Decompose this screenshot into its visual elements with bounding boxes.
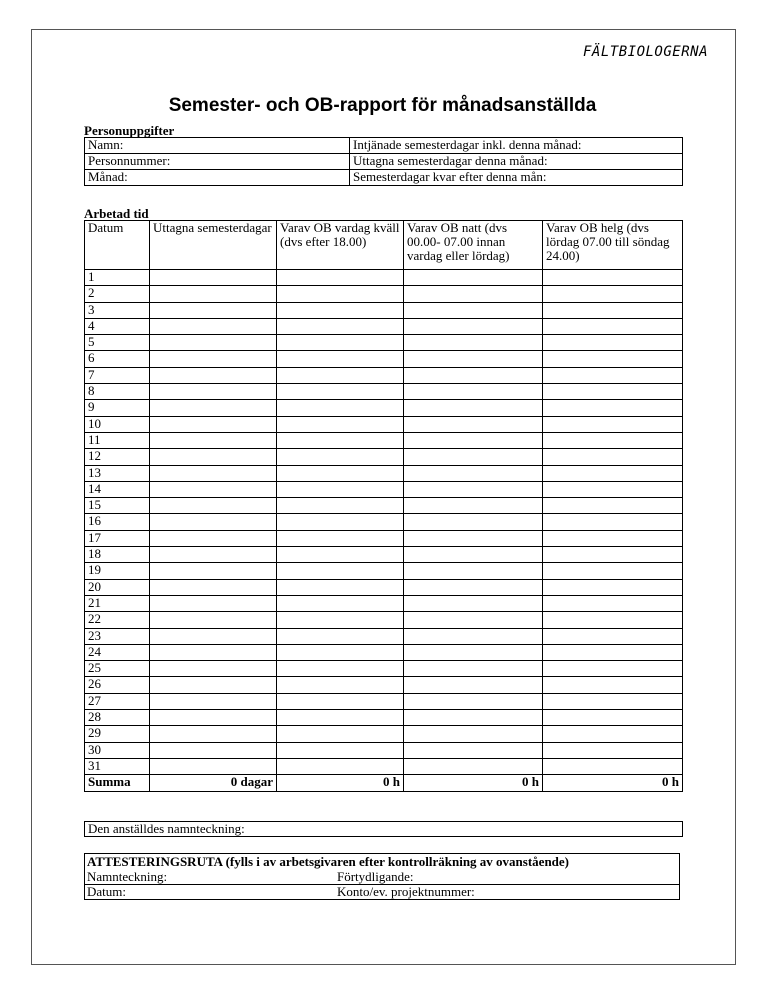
table-row: [85, 302, 683, 318]
day-entry-cell[interactable]: [404, 465, 543, 481]
table-row: [85, 514, 683, 530]
day-entry-cell[interactable]: [543, 758, 683, 774]
column-header: Varav OB natt (dvs 00.00- 07.00 innan vardag eller lördag): [404, 221, 543, 270]
table-row: [85, 432, 683, 448]
day-entry-cell[interactable]: [404, 693, 543, 709]
attest-date-field[interactable]: Datum:: [87, 884, 126, 899]
day-entry-cell[interactable]: [277, 644, 404, 660]
day-number: 3: [85, 302, 150, 318]
day-entry-cell[interactable]: [543, 726, 683, 742]
attest-heading: ATTESTERINGSRUTA (fylls i av arbetsgivaren efter kontrollräkning av ovanstående): [87, 854, 569, 869]
day-entry-cell[interactable]: [543, 286, 683, 302]
day-number: 29: [85, 726, 150, 742]
day-entry-cell[interactable]: [404, 595, 543, 611]
day-entry-cell[interactable]: [404, 612, 543, 628]
personal-table: [84, 137, 683, 186]
day-entry-cell[interactable]: [543, 465, 683, 481]
day-entry-cell[interactable]: [277, 628, 404, 644]
day-entry-cell[interactable]: [543, 514, 683, 530]
column-header: Uttagna semesterdagar: [150, 221, 277, 270]
day-entry-cell[interactable]: [277, 449, 404, 465]
sum-label: Summa: [85, 775, 150, 791]
day-entry-cell[interactable]: [404, 335, 543, 351]
day-entry-cell[interactable]: [543, 481, 683, 497]
day-entry-cell[interactable]: [543, 710, 683, 726]
table-row: [85, 693, 683, 709]
day-entry-cell[interactable]: [150, 595, 277, 611]
table-row: [85, 170, 683, 186]
day-entry-cell[interactable]: [543, 335, 683, 351]
day-entry-cell[interactable]: [150, 465, 277, 481]
day-entry-cell[interactable]: [150, 742, 277, 758]
day-number: 11: [85, 432, 150, 448]
sum-ob-night: 0 h: [404, 775, 543, 791]
table-row: [85, 710, 683, 726]
day-entry-cell[interactable]: [404, 384, 543, 400]
day-number: 6: [85, 351, 150, 367]
sum-ob-evening: 0 h: [277, 775, 404, 791]
day-entry-cell[interactable]: [150, 644, 277, 660]
day-entry-cell[interactable]: [404, 661, 543, 677]
table-row: [85, 318, 683, 334]
day-entry-cell[interactable]: [277, 367, 404, 383]
day-number: 17: [85, 530, 150, 546]
day-number: 5: [85, 335, 150, 351]
day-entry-cell[interactable]: [404, 351, 543, 367]
page-title: Semester- och OB-rapport för månadsanställda: [168, 95, 597, 116]
work-table: [84, 220, 683, 792]
day-entry-cell[interactable]: [277, 758, 404, 774]
day-entry-cell[interactable]: [404, 449, 543, 465]
sum-vacation: 0 dagar: [150, 775, 277, 791]
day-number: 2: [85, 286, 150, 302]
day-number: 20: [85, 579, 150, 595]
day-entry-cell[interactable]: [404, 710, 543, 726]
table-row: [85, 465, 683, 481]
day-entry-cell[interactable]: [277, 595, 404, 611]
work-heading: Arbetad tid: [84, 206, 149, 221]
table-row: [85, 628, 683, 644]
table-row: [85, 384, 683, 400]
day-entry-cell[interactable]: [543, 661, 683, 677]
table-row: [85, 154, 683, 170]
day-entry-cell[interactable]: [277, 547, 404, 563]
table-row: [85, 758, 683, 774]
day-entry-cell[interactable]: [543, 416, 683, 432]
day-entry-cell[interactable]: [150, 579, 277, 595]
day-entry-cell[interactable]: [150, 351, 277, 367]
attest-row: [85, 884, 679, 899]
table-row: [85, 138, 683, 154]
column-header: Varav OB vardag kväll (dvs efter 18.00): [277, 221, 404, 270]
table-row: [85, 579, 683, 595]
day-entry-cell[interactable]: [277, 742, 404, 758]
day-entry-cell[interactable]: [277, 514, 404, 530]
day-entry-cell[interactable]: [543, 318, 683, 334]
faltbiologerna-logo: FÄLTBIOLOGERNA: [583, 44, 709, 60]
day-number: 24: [85, 644, 150, 660]
day-entry-cell[interactable]: [150, 726, 277, 742]
day-entry-cell[interactable]: [543, 498, 683, 514]
day-entry-cell[interactable]: [277, 270, 404, 286]
day-number: 4: [85, 318, 150, 334]
table-row: [85, 270, 683, 286]
table-row: [85, 449, 683, 465]
day-number: 31: [85, 758, 150, 774]
day-number: 10: [85, 416, 150, 432]
day-entry-cell[interactable]: [150, 449, 277, 465]
attest-account-field[interactable]: Konto/ev. projektnummer:: [337, 884, 475, 899]
day-number: 25: [85, 661, 150, 677]
earned-vacation-field[interactable]: Intjänade semesterdagar inkl. denna månad:: [350, 138, 683, 154]
table-row: [85, 481, 683, 497]
table-row: [85, 335, 683, 351]
day-entry-cell[interactable]: [543, 270, 683, 286]
day-entry-cell[interactable]: [150, 302, 277, 318]
day-entry-cell[interactable]: [277, 481, 404, 497]
day-entry-cell[interactable]: [150, 335, 277, 351]
day-entry-cell[interactable]: [150, 432, 277, 448]
personal-heading: Personuppgifter: [84, 123, 175, 138]
table-row: [85, 367, 683, 383]
day-number: 23: [85, 628, 150, 644]
column-header: Varav OB helg (dvs lördag 07.00 till söndag 24.00): [543, 221, 683, 270]
day-entry-cell[interactable]: [277, 693, 404, 709]
day-entry-cell[interactable]: [543, 449, 683, 465]
day-number: 26: [85, 677, 150, 693]
day-entry-cell[interactable]: [277, 677, 404, 693]
attest-clarification-field[interactable]: Förtydligande:: [337, 869, 414, 884]
day-entry-cell[interactable]: [277, 400, 404, 416]
day-entry-cell[interactable]: [150, 612, 277, 628]
day-entry-cell[interactable]: [150, 661, 277, 677]
employee-signature-field[interactable]: Den anställdes namnteckning:: [85, 822, 683, 837]
day-entry-cell[interactable]: [150, 693, 277, 709]
day-entry-cell[interactable]: [543, 628, 683, 644]
table-row: [85, 644, 683, 660]
day-entry-cell[interactable]: [543, 384, 683, 400]
day-number: 18: [85, 547, 150, 563]
day-entry-cell[interactable]: [277, 318, 404, 334]
day-entry-cell[interactable]: [543, 579, 683, 595]
table-row: [85, 661, 683, 677]
column-header: Datum: [85, 221, 150, 270]
signature-table: [84, 821, 683, 837]
day-entry-cell[interactable]: [150, 628, 277, 644]
table-row: [85, 351, 683, 367]
day-entry-cell[interactable]: [150, 563, 277, 579]
day-entry-cell[interactable]: [404, 579, 543, 595]
day-entry-cell[interactable]: [404, 481, 543, 497]
table-row: [85, 416, 683, 432]
day-number: 15: [85, 498, 150, 514]
day-number: 30: [85, 742, 150, 758]
day-entry-cell[interactable]: [404, 563, 543, 579]
day-number: 21: [85, 595, 150, 611]
day-entry-cell[interactable]: [543, 400, 683, 416]
day-entry-cell[interactable]: [543, 351, 683, 367]
day-entry-cell[interactable]: [404, 758, 543, 774]
day-entry-cell[interactable]: [543, 693, 683, 709]
sum-ob-weekend: 0 h: [543, 775, 683, 791]
day-entry-cell[interactable]: [543, 302, 683, 318]
day-number: 7: [85, 367, 150, 383]
day-number: 22: [85, 612, 150, 628]
table-row: [85, 400, 683, 416]
day-entry-cell[interactable]: [150, 367, 277, 383]
day-entry-cell[interactable]: [150, 498, 277, 514]
table-row: [85, 742, 683, 758]
day-number: 1: [85, 270, 150, 286]
table-row: [85, 563, 683, 579]
day-entry-cell[interactable]: [150, 270, 277, 286]
day-entry-cell[interactable]: [404, 644, 543, 660]
day-entry-cell[interactable]: [404, 530, 543, 546]
day-number: 13: [85, 465, 150, 481]
day-entry-cell[interactable]: [404, 742, 543, 758]
day-number: 8: [85, 384, 150, 400]
day-entry-cell[interactable]: [277, 432, 404, 448]
day-entry-cell[interactable]: [277, 335, 404, 351]
day-entry-cell[interactable]: [404, 400, 543, 416]
sum-row: [85, 775, 683, 791]
day-entry-cell[interactable]: [277, 563, 404, 579]
personal-number-field[interactable]: Personnummer:: [85, 154, 350, 170]
day-entry-cell[interactable]: [543, 644, 683, 660]
day-entry-cell[interactable]: [277, 302, 404, 318]
day-entry-cell[interactable]: [277, 465, 404, 481]
day-entry-cell[interactable]: [277, 498, 404, 514]
day-entry-cell[interactable]: [150, 547, 277, 563]
day-entry-cell[interactable]: [404, 270, 543, 286]
day-entry-cell[interactable]: [404, 286, 543, 302]
day-entry-cell[interactable]: [150, 384, 277, 400]
day-entry-cell[interactable]: [277, 384, 404, 400]
day-entry-cell[interactable]: [277, 579, 404, 595]
day-number: 27: [85, 693, 150, 709]
day-entry-cell[interactable]: [277, 416, 404, 432]
day-entry-cell[interactable]: [404, 367, 543, 383]
table-row: [85, 547, 683, 563]
day-entry-cell[interactable]: [543, 677, 683, 693]
day-entry-cell[interactable]: [150, 758, 277, 774]
day-entry-cell[interactable]: [277, 726, 404, 742]
table-header-row: [85, 221, 683, 270]
day-entry-cell[interactable]: [543, 742, 683, 758]
table-row: [85, 498, 683, 514]
remaining-vacation-field[interactable]: Semesterdagar kvar efter denna mån:: [350, 170, 683, 186]
day-entry-cell[interactable]: [404, 302, 543, 318]
day-entry-cell[interactable]: [150, 710, 277, 726]
day-entry-cell[interactable]: [404, 514, 543, 530]
table-row: [85, 612, 683, 628]
day-number: 12: [85, 449, 150, 465]
day-entry-cell[interactable]: [404, 628, 543, 644]
table-row: [85, 595, 683, 611]
day-entry-cell[interactable]: [277, 286, 404, 302]
day-entry-cell[interactable]: [543, 563, 683, 579]
day-number: 19: [85, 563, 150, 579]
day-entry-cell[interactable]: [150, 318, 277, 334]
day-entry-cell[interactable]: [543, 595, 683, 611]
day-entry-cell[interactable]: [404, 498, 543, 514]
table-row: [85, 726, 683, 742]
day-entry-cell[interactable]: [543, 367, 683, 383]
day-number: 16: [85, 514, 150, 530]
day-entry-cell[interactable]: [404, 726, 543, 742]
day-entry-cell[interactable]: [150, 286, 277, 302]
day-entry-cell[interactable]: [150, 530, 277, 546]
taken-vacation-field[interactable]: Uttagna semesterdagar denna månad:: [350, 154, 683, 170]
day-entry-cell[interactable]: [277, 612, 404, 628]
day-number: 28: [85, 710, 150, 726]
day-entry-cell[interactable]: [277, 530, 404, 546]
attest-box: [84, 853, 680, 900]
day-entry-cell[interactable]: [277, 710, 404, 726]
table-row: [85, 677, 683, 693]
day-entry-cell[interactable]: [543, 547, 683, 563]
day-entry-cell[interactable]: [277, 351, 404, 367]
month-field[interactable]: Månad:: [85, 170, 350, 186]
day-entry-cell[interactable]: [404, 547, 543, 563]
day-entry-cell[interactable]: [150, 514, 277, 530]
name-field[interactable]: Namn:: [85, 138, 350, 154]
table-row: [85, 822, 683, 837]
day-entry-cell[interactable]: [150, 677, 277, 693]
day-entry-cell[interactable]: [277, 661, 404, 677]
table-row: [85, 286, 683, 302]
day-entry-cell[interactable]: [150, 400, 277, 416]
day-entry-cell[interactable]: [404, 677, 543, 693]
attest-row: [85, 870, 679, 884]
day-number: 14: [85, 481, 150, 497]
day-entry-cell[interactable]: [404, 416, 543, 432]
day-entry-cell[interactable]: [543, 530, 683, 546]
day-number: 9: [85, 400, 150, 416]
day-entry-cell[interactable]: [150, 481, 277, 497]
day-entry-cell[interactable]: [404, 432, 543, 448]
day-entry-cell[interactable]: [543, 612, 683, 628]
day-entry-cell[interactable]: [543, 432, 683, 448]
day-entry-cell[interactable]: [404, 318, 543, 334]
attest-signature-field[interactable]: Namnteckning:: [87, 869, 168, 884]
day-entry-cell[interactable]: [150, 416, 277, 432]
table-row: [85, 530, 683, 546]
